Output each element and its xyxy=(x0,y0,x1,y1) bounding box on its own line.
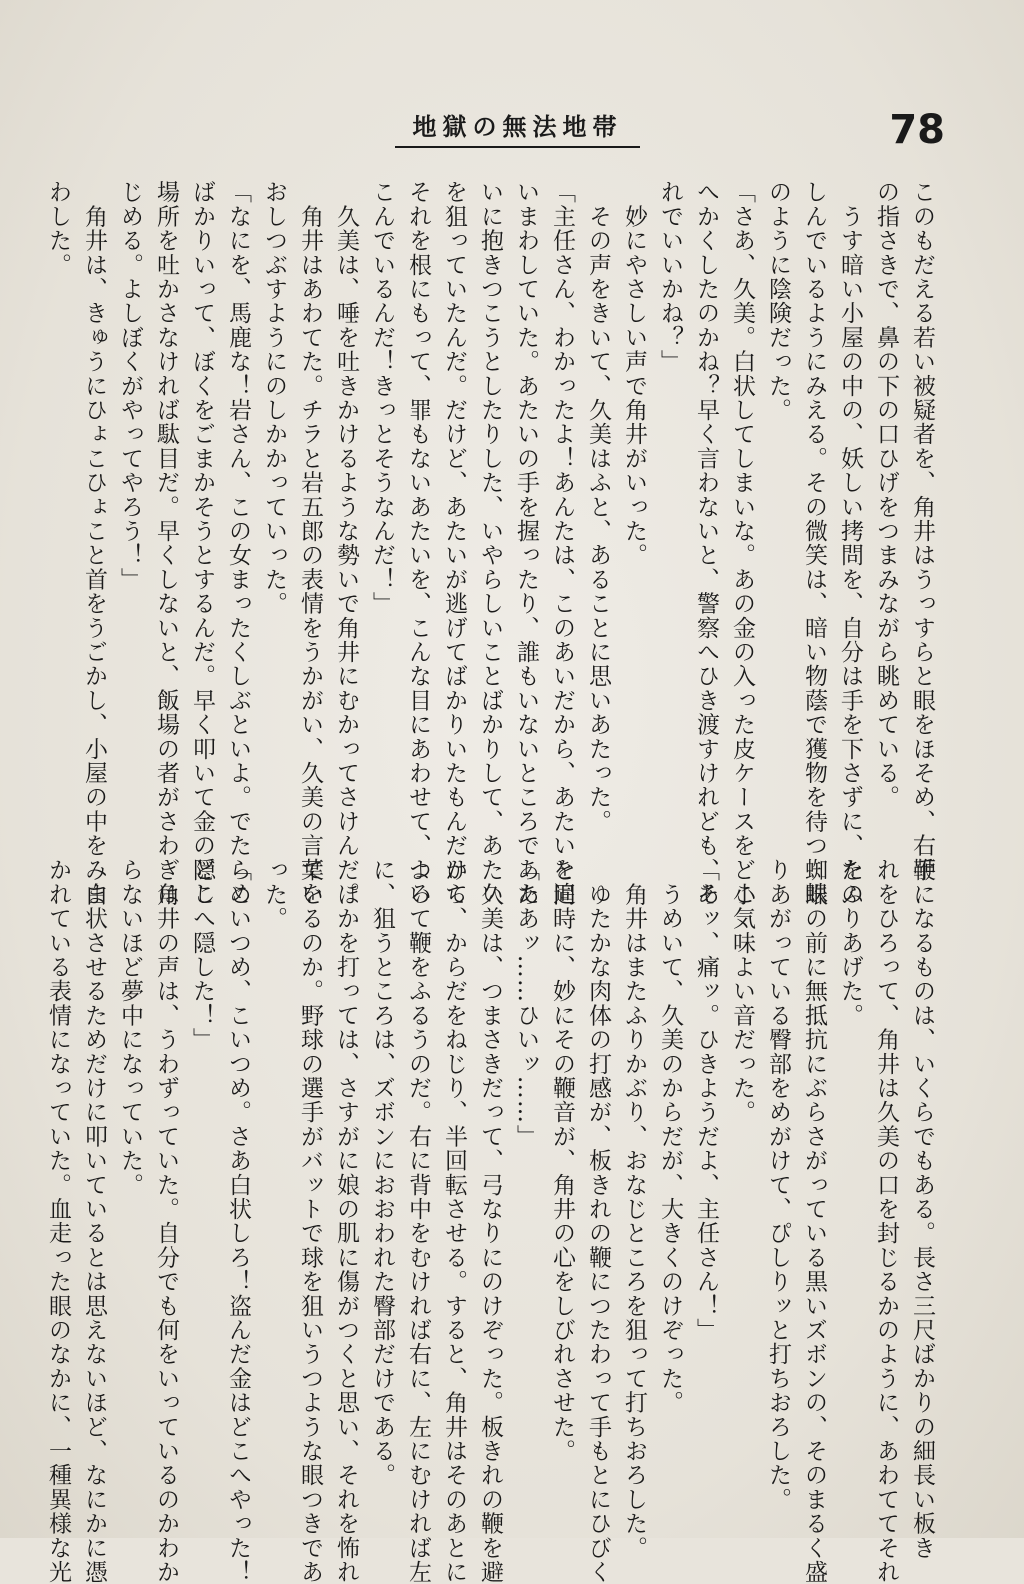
lower-text-block xyxy=(45,858,940,1584)
text-column: 場所を吐かさなければ駄目だ。早くしないと、飯場の者がさわぎは xyxy=(153,180,179,906)
text-column: 白状させるためだけに叩いているとは思えないほど、なにかに憑 xyxy=(81,858,107,1584)
text-column: うめいて、久美のからだが、大きくのけぞった。 xyxy=(657,858,683,1415)
text-column: かれている表情になっていた。血走った眼のなかに、一種異様な光 xyxy=(45,858,71,1584)
text-column: ているのか。野球の選手がバットで球を狙いうつような眼つきであ xyxy=(297,858,323,1584)
text-column: このもだえる若い被疑者を、角井はうっすらと眼をほそめ、右手 xyxy=(909,180,935,882)
text-column: と同時に、妙にその鞭音が、角井の心をしびれさせた。 xyxy=(549,858,575,1463)
text-column: をふりあげた。 xyxy=(837,858,863,1028)
text-column: 「こいつめ、こいつめ。さあ白状しろ！盗んだ金はどこへやった！ xyxy=(225,858,251,1584)
text-column: こんでいるんだ！きっとそうなんだ！」 xyxy=(369,180,395,616)
text-column: ゆたかな肉体の打感が、板きれの鞭につたわって手もとにひびく xyxy=(585,858,611,1584)
text-column: れをひろって、角井は久美の口を封じるかのように、あわててそれ xyxy=(873,858,899,1584)
text-column: おしつぶすようにのしかかっていった。 xyxy=(261,180,287,616)
page-number: 78 xyxy=(889,107,945,153)
text-column: れでいいかね？」 xyxy=(657,180,683,374)
running-title: 地獄の無法地帯 xyxy=(412,112,623,141)
text-column: を狙っていたんだ。だけど、あたいが逃げてばかりいたもんだから xyxy=(441,180,467,906)
text-column: じめる。よしぼくがやってやろう！」 xyxy=(117,180,143,592)
text-column: へかくしたのかね？早く言わないと、警察へひき渡すけれども、そ xyxy=(693,180,719,906)
text-column: いまわしていた。あたいの手を握ったり、誰もいないところであた xyxy=(513,180,539,906)
text-column: ほかを打っては、さすがに娘の肌に傷がつくと思い、それを怖れ xyxy=(333,858,359,1584)
text-column: らないほど夢中になっていた。 xyxy=(117,858,143,1197)
text-column: 角井はあわてた。チラと岩五郎の表情をうかがい、久美の言葉を xyxy=(297,180,323,906)
text-column: った。 xyxy=(261,858,287,931)
text-column: 眼の前に無抵抗にぶらさがっている黒いズボンの、そのまるく盛 xyxy=(801,858,827,1584)
text-column: に、狙うところは、ズボンにおおわれた臀部だけである。 xyxy=(369,858,395,1488)
text-column: 久美は、唾を吐きかけるような勢いで角井にむかってさけんだ。 xyxy=(333,180,359,906)
text-column: 角井は、きゅうにひょこひょこと首をうごかし、小屋の中をみま xyxy=(81,180,107,906)
text-column: いに抱きつこうとしたりした、いやらしいことばかりして、あたい xyxy=(477,180,503,906)
text-column: ばかりいって、ぼくをごまかそうとするんだ。早く叩いて金の隠し xyxy=(189,180,215,906)
text-column: 角井はまたふりかぶり、おなじところを狙って打ちおろした。 xyxy=(621,858,647,1560)
text-column: 「なにを、馬鹿な！岩さん、この女まったくしぶといよ。でたらめ xyxy=(225,180,251,906)
text-column: 「あッ、痛ッ。ひきようだよ、主任さん！」 xyxy=(693,858,719,1342)
text-column: のように陰険だった。 xyxy=(765,180,791,422)
text-column: その声をきいて、久美はふと、あることに思いあたった。 xyxy=(585,180,611,834)
text-column: 小気味よい音だった。 xyxy=(729,858,755,1125)
text-column: の指さきで、鼻の下の口ひげをつまみながら眺めている。 xyxy=(873,180,899,810)
text-column: しんでいるようにみえる。その微笑は、暗い物蔭で獲物を待つ蜘蛛 xyxy=(801,180,827,906)
text-column: 久美は、つまさきだって、弓なりにのけぞった。板きれの鞭を避 xyxy=(477,858,503,1584)
text-column: 鞭になるものは、いくらでもある。長さ三尺ばかりの細長い板き xyxy=(909,858,935,1560)
text-column: ついて鞭をふるうのだ。右に背中をむければ右に、左にむければ左 xyxy=(405,858,431,1584)
text-column: わした。 xyxy=(45,180,71,277)
text-column: どこへ隠した！」 xyxy=(189,858,215,1052)
text-column: りあがっている臀部をめがけて、ぴしりッと打ちおろした。 xyxy=(765,858,791,1512)
text-column: 妙にやさしい声で角井がいった。 xyxy=(621,180,647,568)
text-column: うす暗い小屋の中の、妖しい拷問を、自分は手を下さずに、たの xyxy=(837,180,863,906)
text-column: 角井の声は、うわずっていた。自分でも何をいっているのかわか xyxy=(153,858,179,1584)
text-column: 「主任さん、わかったよ！あんたは、このあいだから、あたいを追 xyxy=(549,180,575,906)
text-column: 「さあ、久美。白状してしまいな。あの金の入った皮ケースをどこ xyxy=(729,180,755,906)
text-column: けて、からだをねじり、半回転させる。すると、角井はそのあとに xyxy=(441,858,467,1584)
running-title-rule xyxy=(395,146,640,148)
text-column: 「ああッ……ひいッ……」 xyxy=(513,858,539,1149)
upper-text-block xyxy=(45,180,940,906)
text-column: それを根にもって、罪もないあたいを、こんな目にあわせて、よろ xyxy=(405,180,431,906)
